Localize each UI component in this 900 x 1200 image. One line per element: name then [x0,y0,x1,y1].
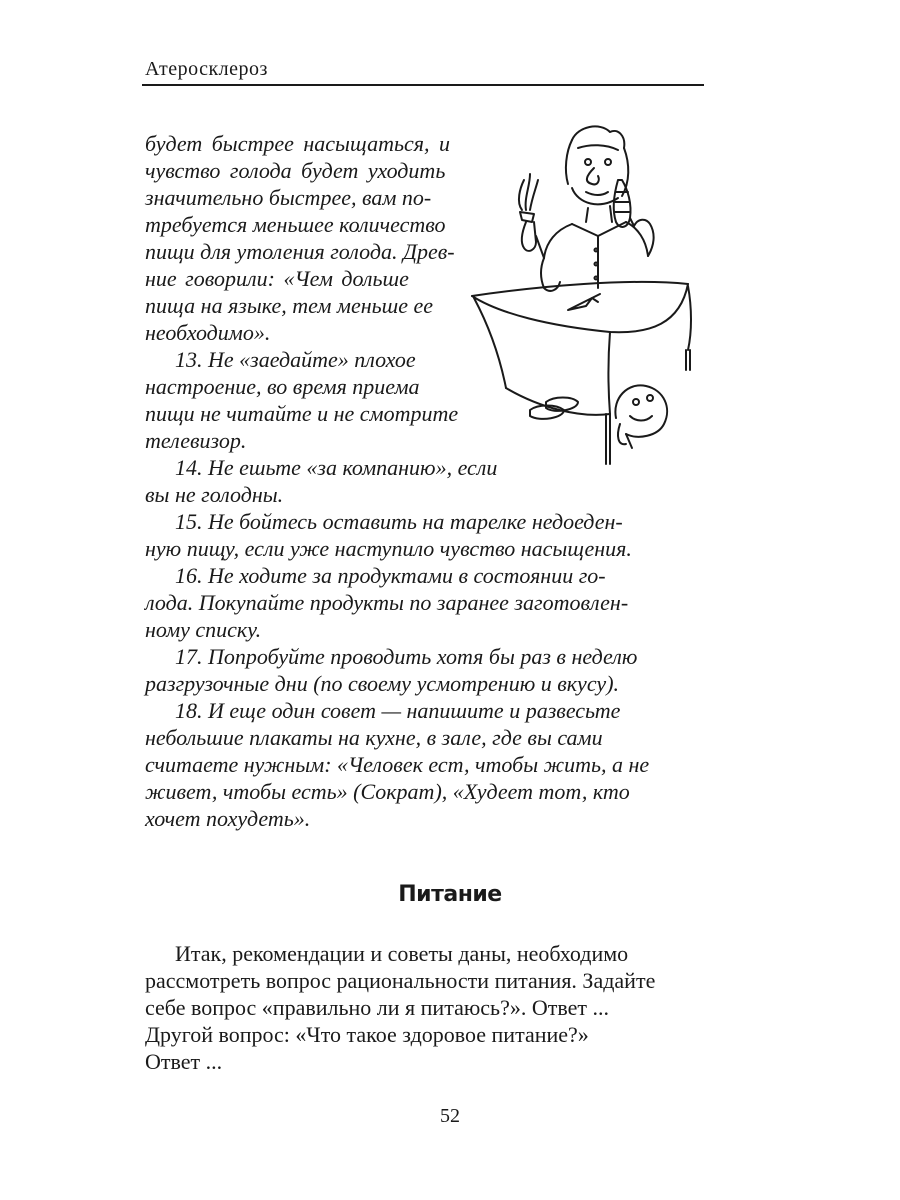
text-line: 13. Не «заедайте» плохое [175,347,416,372]
text-line: 18. И еще один совет — напишите и развесьте [175,698,621,723]
text-line: будет быстрее насыщаться, и [145,131,451,156]
text-line: требуется меньшее количество [145,212,446,237]
text-line: 15. Не бойтесь оставить на тарелке недоеден- [175,509,623,534]
text-line: 17. Попробуйте проводить хотя бы раз в неделю [175,644,638,669]
text-line: Ответ ... [145,1049,223,1074]
text-line: вы не голодны. [145,482,284,507]
text-line: необходимо». [145,320,271,345]
text-line: разгрузочные дни (по своему усмотрению и вкусу). [145,671,620,696]
text-line: пищи не читайте и не смотрите [145,401,459,426]
text-line: считаете нужным: «Человек ест, чтобы жить, а не [145,752,650,777]
text-line: пища на языке, тем меньше ее [145,293,434,318]
text-line: ние говорили: «Чем дольше [145,266,409,291]
text-line: живет, чтобы есть» (Сократ), «Худеет тот, кто [145,779,630,804]
text-line: телевизор. [145,428,247,453]
text-line: 14. Не ешьте «за компанию», если [175,455,498,480]
text-line: значительно быстрее, вам по- [145,185,432,210]
header-rule [142,84,704,86]
running-header: Атеросклероз [145,58,268,80]
text-line: Другой вопрос: «Что такое здоровое питание?» [145,1022,589,1047]
man-at-table-illustration [460,118,710,474]
text-line: себе вопрос «правильно ли я питаюсь?». Ответ ... [145,995,609,1020]
text-line: настроение, во время приема [145,374,420,399]
text-line: Итак, рекомендации и советы даны, необходимо [175,941,629,966]
text-line: ному списку. [145,617,262,642]
text-line: ную пищу, если уже наступило чувство насыщения. [145,536,632,561]
text-line: рассмотреть вопрос рациональности питания. Задайте [145,968,656,993]
text-line: лода. Покупайте продукты по заранее заготовлен- [145,590,629,615]
text-line: хочет похудеть». [145,806,311,831]
text-line: 16. Не ходите за продуктами в состоянии го- [175,563,606,588]
page-number: 52 [440,1105,460,1127]
text-line: небольшие плакаты на кухне, в зале, где вы сами [145,725,603,750]
text-line: чувство голода будет уходить [145,158,446,183]
text-line: пищи для утоления голода. Древ- [145,239,455,264]
section-heading: Питание [398,882,502,907]
